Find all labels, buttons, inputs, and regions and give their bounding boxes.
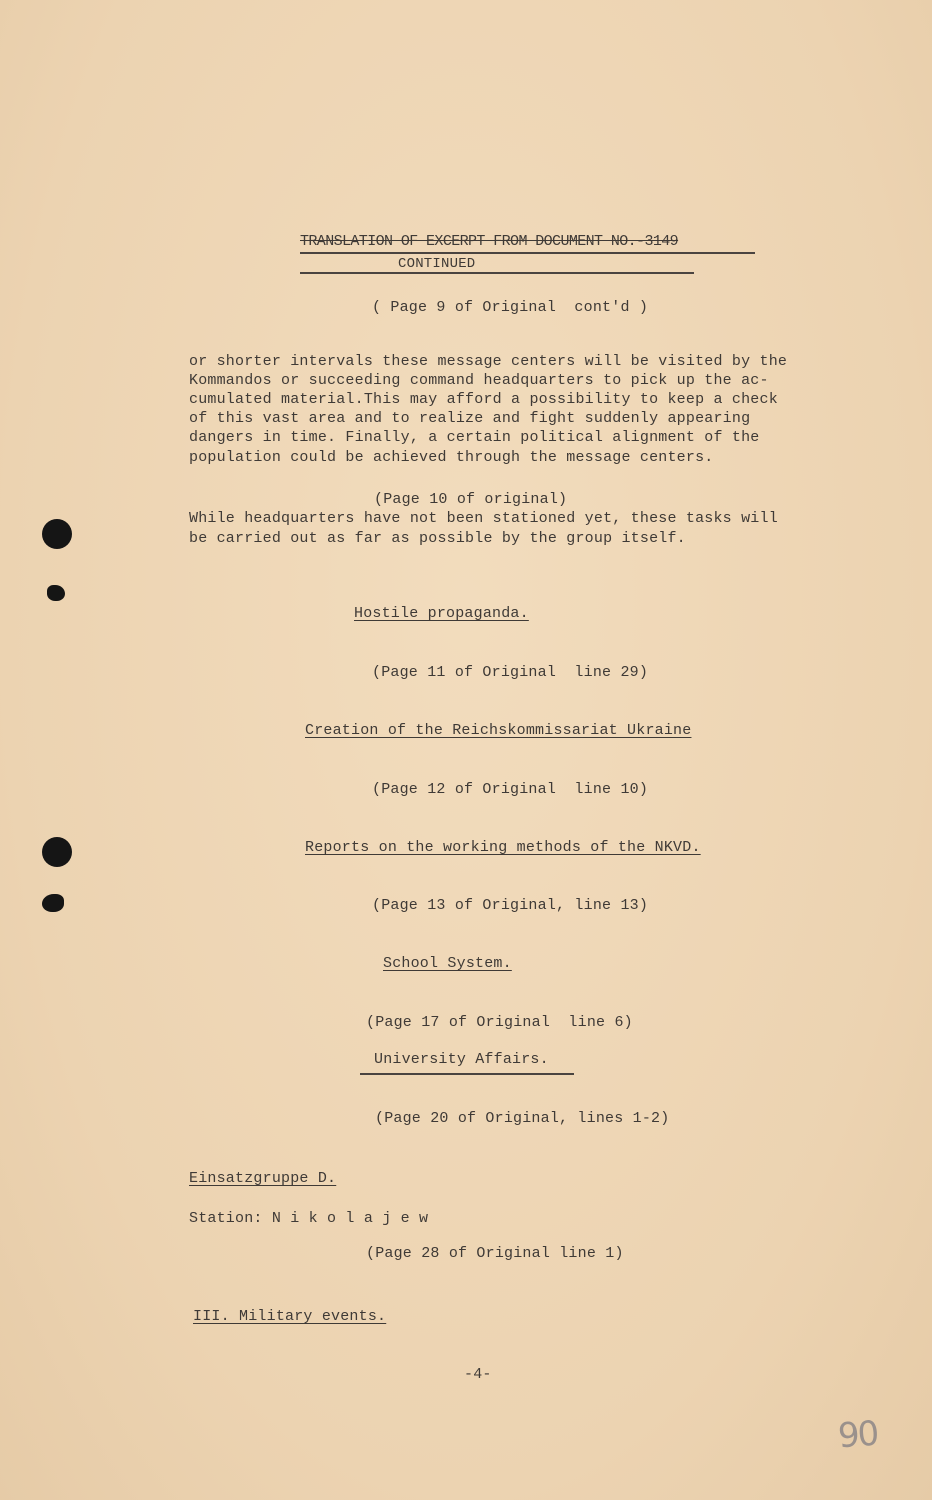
section-heading: Hostile propaganda. bbox=[354, 605, 529, 622]
paragraph-line: population could be achieved through the message centers. bbox=[189, 449, 714, 466]
page-reference: (Page 28 of Original line 1) bbox=[366, 1245, 624, 1262]
paragraph-line: of this vast area and to realize and fight suddenly appearing bbox=[189, 410, 751, 427]
page-reference: (Page 12 of Original line 10) bbox=[372, 781, 649, 798]
document-title: TRANSLATION OF EXCERPT FROM DOCUMENT NO.-3149 bbox=[300, 233, 679, 250]
punch-hole-bottom bbox=[42, 837, 72, 867]
page-reference: ( Page 9 of Original cont'd ) bbox=[372, 299, 649, 316]
paragraph-line: or shorter intervals these message centers will be visited by the bbox=[189, 353, 788, 370]
einsatzgruppe-heading: Einsatzgruppe D. bbox=[189, 1170, 337, 1187]
paragraph-line: dangers in time. Finally, a certain political alignment of the bbox=[189, 429, 760, 446]
page-number: -4- bbox=[464, 1366, 492, 1383]
document-subtitle: CONTINUED bbox=[398, 256, 476, 272]
section-rule bbox=[360, 1073, 574, 1075]
page-reference: (Page 13 of Original, line 13) bbox=[372, 897, 649, 914]
paragraph-line: Kommandos or succeeding command headquarters to pick up the ac- bbox=[189, 372, 769, 389]
punch-mark-bottom bbox=[42, 894, 64, 912]
title-rule bbox=[300, 252, 755, 254]
section-heading: School System. bbox=[383, 955, 512, 972]
paragraph-line: be carried out as far as possible by the group itself. bbox=[189, 530, 686, 547]
page-reference: (Page 11 of Original line 29) bbox=[372, 664, 649, 681]
section-heading: University Affairs. bbox=[374, 1051, 549, 1068]
punch-hole-top bbox=[42, 519, 72, 549]
page-reference: (Page 10 of original) bbox=[374, 491, 568, 508]
page-reference: (Page 20 of Original, lines 1-2) bbox=[375, 1110, 670, 1127]
station-line: Station: N i k o l a j e w bbox=[189, 1210, 429, 1227]
punch-mark-top bbox=[47, 585, 65, 601]
section-heading: Creation of the Reichskommissariat Ukraine bbox=[305, 722, 692, 739]
section-heading: Reports on the working methods of the NKVD. bbox=[305, 839, 701, 856]
subtitle-rule bbox=[300, 272, 694, 274]
page-reference: (Page 17 of Original line 6) bbox=[366, 1014, 633, 1031]
paragraph-line: cumulated material.This may afford a possibility to keep a check bbox=[189, 391, 778, 408]
handwritten-page-number: 90 bbox=[836, 1413, 879, 1457]
military-events-heading: III. Military events. bbox=[193, 1308, 387, 1325]
paragraph-line: While headquarters have not been stationed yet, these tasks will bbox=[189, 510, 778, 527]
